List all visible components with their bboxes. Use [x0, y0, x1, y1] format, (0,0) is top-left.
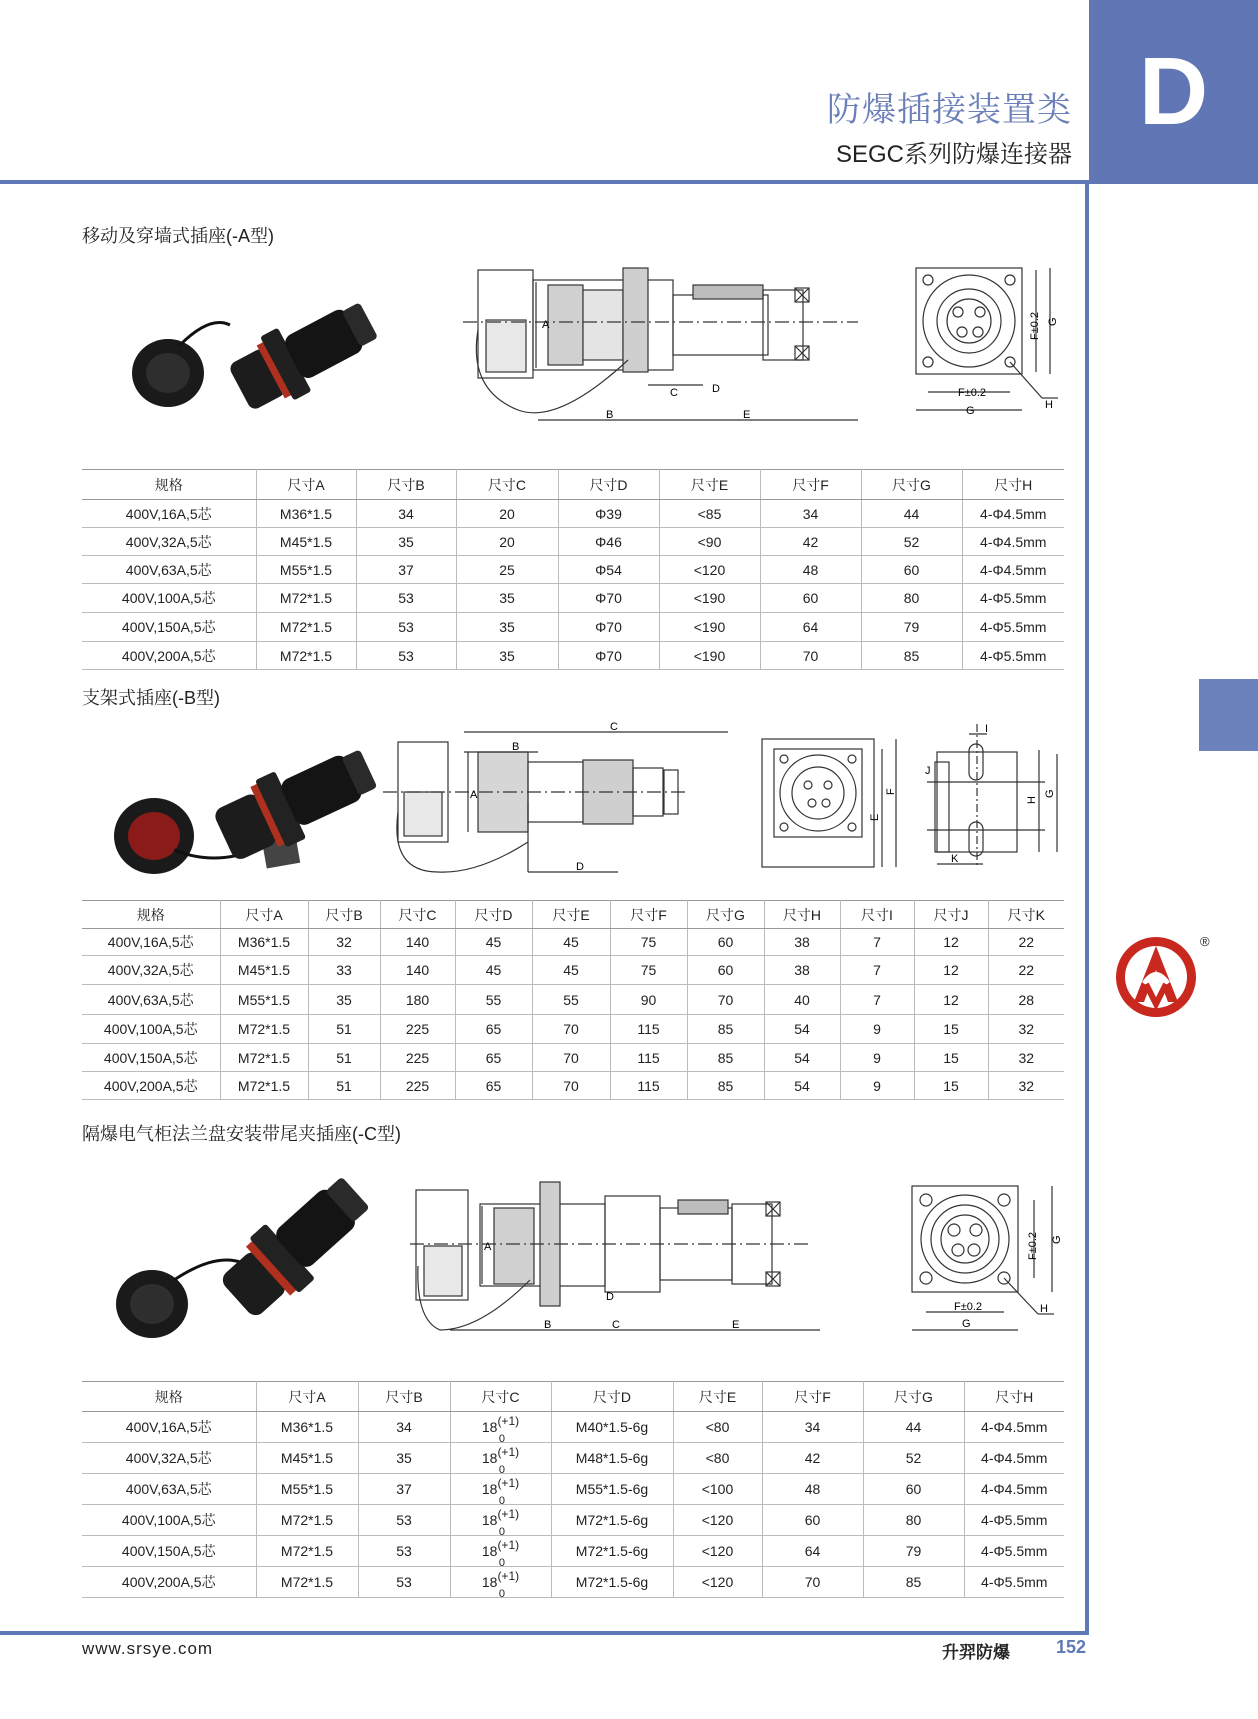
table-cell [450, 1443, 551, 1474]
frame-right-rule [1085, 180, 1089, 1635]
table-cell: 4-Φ5.5mm [962, 642, 1064, 670]
table-cell: 400V,200A,5芯 [82, 1072, 220, 1100]
connector-a-photo [120, 285, 390, 425]
table-cell: 65 [455, 1044, 532, 1072]
tolerance-value: 18(+1) 0 [481, 1538, 520, 1569]
table-cell: 54 [764, 1044, 840, 1072]
column-header: 尺寸C [380, 901, 455, 929]
table-cell: 79 [863, 1536, 964, 1567]
connector-c-front-drawing [906, 1180, 1066, 1340]
table-cell: M72*1.5-6g [551, 1567, 673, 1598]
table-cell: M40*1.5-6g [551, 1412, 673, 1443]
dim-c-d: D [606, 1291, 614, 1303]
table-cell: 400V,16A,5芯 [82, 1412, 256, 1443]
table-cell: 44 [863, 1412, 964, 1443]
column-header: 规格 [82, 901, 220, 929]
dim-a-c: C [670, 387, 678, 399]
table-cell: <90 [659, 528, 760, 556]
table-cell: 51 [308, 1072, 380, 1100]
page-number: 152 [1056, 1637, 1087, 1657]
table-cell: 40 [764, 985, 840, 1015]
column-header: 规格 [82, 1382, 256, 1412]
table-cell: 85 [687, 1044, 764, 1072]
dim-c-b: B [544, 1319, 552, 1331]
table-cell: 400V,32A,5芯 [82, 1443, 256, 1474]
column-header: 尺寸G [687, 901, 764, 929]
table-cell: M72*1.5 [220, 1044, 308, 1072]
table-cell: 32 [988, 1044, 1064, 1072]
table-row [82, 1015, 1064, 1044]
table-cell: 400V,32A,5芯 [82, 528, 256, 556]
table-cell: M45*1.5 [256, 1443, 358, 1474]
table-cell: <120 [673, 1567, 762, 1598]
dim-b-i: I [985, 723, 989, 735]
table-cell: 15 [914, 1044, 988, 1072]
table-cell: 400V,100A,5芯 [82, 1015, 220, 1044]
column-header: 尺寸F [610, 901, 687, 929]
section-a-title: 移动及穿墙式插座(-A型) [82, 226, 274, 246]
table-cell: <120 [673, 1505, 762, 1536]
table-cell: 180 [380, 985, 455, 1015]
table-cell: 9 [840, 1044, 914, 1072]
table-cell: 90 [610, 985, 687, 1015]
column-header: 尺寸A [256, 470, 356, 500]
table-cell: 4-Φ5.5mm [964, 1505, 1064, 1536]
dim-a-f-side: F±0.2 [1029, 311, 1041, 340]
table-cell: <190 [659, 584, 760, 613]
table-cell: 15 [914, 1015, 988, 1044]
dim-a-a: A [542, 319, 550, 331]
table-cell: 70 [687, 985, 764, 1015]
table-cell: 33 [308, 956, 380, 985]
table-cell: Φ70 [558, 584, 659, 613]
table-cell: 53 [356, 584, 456, 613]
table-cell: 400V,100A,5芯 [82, 1505, 256, 1536]
table-cell: 55 [532, 985, 610, 1015]
table-cell: M45*1.5 [256, 528, 356, 556]
table-row [82, 1072, 1064, 1100]
table-cell: 25 [456, 556, 558, 584]
table-cell: 9 [840, 1072, 914, 1100]
table-cell: M55*1.5 [256, 1474, 358, 1505]
dim-b-a: A [470, 789, 478, 801]
table-row [82, 500, 1064, 528]
dim-a-g-bottom: G [966, 405, 975, 417]
connector-b-side-drawing [378, 712, 738, 882]
table-cell: 400V,150A,5芯 [82, 613, 256, 642]
table-cell: 35 [356, 528, 456, 556]
connector-b-bracket-drawing [925, 722, 1065, 872]
table-cell: 400V,200A,5芯 [82, 642, 256, 670]
table-cell [450, 1412, 551, 1443]
table-cell: M72*1.5 [220, 1015, 308, 1044]
table-cell: 7 [840, 956, 914, 985]
table-cell: Φ39 [558, 500, 659, 528]
column-header: 尺寸I [840, 901, 914, 929]
table-cell: 51 [308, 1044, 380, 1072]
table-cell: 53 [358, 1536, 450, 1567]
tolerance-value: 18(+1) 0 [481, 1445, 520, 1476]
column-header: 尺寸H [964, 1382, 1064, 1412]
table-cell: 60 [863, 1474, 964, 1505]
table-cell: 85 [863, 1567, 964, 1598]
column-header: 尺寸E [532, 901, 610, 929]
column-header: 尺寸H [764, 901, 840, 929]
table-cell: M36*1.5 [220, 929, 308, 956]
dim-b-g: G [1044, 789, 1056, 798]
dim-c-f-bottom: F±0.2 [954, 1301, 983, 1313]
table-cell: 4-Φ5.5mm [964, 1536, 1064, 1567]
table-cell: 44 [861, 500, 962, 528]
column-header: 尺寸E [673, 1382, 762, 1412]
column-header: 尺寸A [220, 901, 308, 929]
dim-b-c: C [610, 721, 618, 733]
table-cell: 64 [760, 613, 861, 642]
table-cell: M72*1.5 [256, 1505, 358, 1536]
table-cell: Φ70 [558, 613, 659, 642]
table-cell: Φ70 [558, 642, 659, 670]
table-cell: <80 [673, 1443, 762, 1474]
table-row [82, 556, 1064, 584]
table-cell: 34 [356, 500, 456, 528]
column-header: 尺寸K [988, 901, 1064, 929]
table-row [82, 1536, 1064, 1567]
table-cell: 65 [455, 1072, 532, 1100]
table-cell: 48 [760, 556, 861, 584]
table-cell: 35 [456, 642, 558, 670]
table-row [82, 1567, 1064, 1598]
table-cell: 53 [356, 642, 456, 670]
table-row [82, 1474, 1064, 1505]
table-header-row [82, 470, 1064, 500]
connector-a-front-drawing [910, 262, 1060, 422]
section-tab-d: D [1089, 0, 1258, 184]
dim-c-g-side: G [1051, 1235, 1063, 1244]
table-header-row [82, 1382, 1064, 1412]
table-cell: 42 [760, 528, 861, 556]
table-cell: 45 [455, 929, 532, 956]
table-cell: 7 [840, 985, 914, 1015]
table-cell: 115 [610, 1015, 687, 1044]
frame-bottom-rule [0, 1631, 1089, 1635]
table-cell: 35 [456, 584, 558, 613]
table-cell: M72*1.5 [256, 1536, 358, 1567]
table-cell: 52 [861, 528, 962, 556]
table-cell: 48 [762, 1474, 863, 1505]
section-a-table [82, 469, 1064, 670]
registered-mark: ® [1200, 934, 1210, 949]
column-header: 尺寸D [558, 470, 659, 500]
table-cell: 70 [760, 642, 861, 670]
tolerance-value: 18(+1) 0 [481, 1414, 520, 1445]
table-cell: 38 [764, 956, 840, 985]
table-cell: 37 [356, 556, 456, 584]
table-cell: 4-Φ5.5mm [964, 1567, 1064, 1598]
table-row [82, 1044, 1064, 1072]
table-cell: 60 [687, 929, 764, 956]
table-cell: 54 [764, 1072, 840, 1100]
table-cell: <85 [659, 500, 760, 528]
footer-brand: 升羿防爆 [942, 1643, 1010, 1662]
column-header: 尺寸E [659, 470, 760, 500]
table-cell: <120 [673, 1536, 762, 1567]
column-header: 尺寸F [762, 1382, 863, 1412]
table-row [82, 528, 1064, 556]
table-cell: 35 [456, 613, 558, 642]
table-row [82, 985, 1064, 1015]
table-cell: <190 [659, 613, 760, 642]
connector-c-side-drawing [410, 1180, 850, 1340]
table-cell: 80 [863, 1505, 964, 1536]
table-cell: 400V,200A,5芯 [82, 1567, 256, 1598]
footer-website: www.srsye.com [82, 1639, 214, 1658]
table-cell: <190 [659, 642, 760, 670]
table-cell: 60 [687, 956, 764, 985]
table-cell [450, 1536, 551, 1567]
connector-b-front-drawing [760, 735, 910, 875]
table-cell: 53 [356, 613, 456, 642]
table-cell: 85 [687, 1072, 764, 1100]
table-cell: 4-Φ4.5mm [964, 1443, 1064, 1474]
dim-b-h: H [1026, 796, 1038, 804]
column-header: 尺寸F [760, 470, 861, 500]
table-cell: 70 [762, 1567, 863, 1598]
table-cell: 60 [760, 584, 861, 613]
dim-c-h: H [1040, 1303, 1048, 1315]
dim-a-g-side: G [1047, 317, 1059, 326]
table-cell: 400V,16A,5芯 [82, 929, 220, 956]
table-cell: 75 [610, 956, 687, 985]
table-cell: M72*1.5 [256, 584, 356, 613]
table-row [82, 642, 1064, 670]
table-cell: 60 [762, 1505, 863, 1536]
table-cell: 20 [456, 528, 558, 556]
table-cell: 400V,63A,5芯 [82, 556, 256, 584]
table-cell: 400V,63A,5芯 [82, 1474, 256, 1505]
table-cell: M72*1.5 [256, 613, 356, 642]
table-cell: 225 [380, 1044, 455, 1072]
table-cell: M55*1.5 [256, 556, 356, 584]
dim-a-d: D [712, 383, 720, 395]
table-cell: 115 [610, 1072, 687, 1100]
dim-c-g-bottom: G [962, 1318, 971, 1330]
table-cell: 32 [988, 1015, 1064, 1044]
table-cell: 4-Φ4.5mm [962, 500, 1064, 528]
table-cell: 400V,63A,5芯 [82, 985, 220, 1015]
table-cell: Φ54 [558, 556, 659, 584]
section-c-title: 隔爆电气柜法兰盘安装带尾夹插座(-C型) [82, 1124, 401, 1144]
dim-c-a: A [484, 1241, 492, 1253]
table-cell: 45 [455, 956, 532, 985]
table-cell: 70 [532, 1072, 610, 1100]
table-cell: 9 [840, 1015, 914, 1044]
connector-c-photo [104, 1170, 389, 1350]
table-cell: 225 [380, 1072, 455, 1100]
column-header: 尺寸C [456, 470, 558, 500]
table-cell: 70 [532, 1015, 610, 1044]
table-cell: 12 [914, 985, 988, 1015]
table-cell: 4-Φ4.5mm [964, 1474, 1064, 1505]
table-cell: 28 [988, 985, 1064, 1015]
table-cell: 38 [764, 929, 840, 956]
table-cell: 45 [532, 956, 610, 985]
table-cell: 400V,100A,5芯 [82, 584, 256, 613]
table-row [82, 929, 1064, 956]
table-cell: 4-Φ4.5mm [962, 556, 1064, 584]
dim-b-e: E [869, 813, 881, 821]
section-c-table [82, 1381, 1064, 1598]
table-cell: 85 [687, 1015, 764, 1044]
table-cell [450, 1505, 551, 1536]
table-cell: 37 [358, 1474, 450, 1505]
dim-c-f-side: F±0.2 [1027, 1231, 1039, 1260]
table-cell: <120 [659, 556, 760, 584]
table-cell: M45*1.5 [220, 956, 308, 985]
table-cell: 400V,150A,5芯 [82, 1044, 220, 1072]
table-cell: 80 [861, 584, 962, 613]
table-cell: <100 [673, 1474, 762, 1505]
table-cell: M55*1.5 [220, 985, 308, 1015]
column-header: 尺寸C [450, 1382, 551, 1412]
section-b-title: 支架式插座(-B型) [82, 688, 220, 708]
table-row [82, 956, 1064, 985]
column-header: 尺寸D [455, 901, 532, 929]
table-cell: M72*1.5-6g [551, 1536, 673, 1567]
dim-b-d: D [576, 861, 584, 873]
table-cell: <80 [673, 1412, 762, 1443]
table-cell: 79 [861, 613, 962, 642]
table-cell: 4-Φ4.5mm [962, 528, 1064, 556]
table-cell: 15 [914, 1072, 988, 1100]
column-header: 尺寸B [308, 901, 380, 929]
column-header: 尺寸G [861, 470, 962, 500]
table-cell: 75 [610, 929, 687, 956]
table-cell: 7 [840, 929, 914, 956]
column-header: 尺寸A [256, 1382, 358, 1412]
table-row [82, 1443, 1064, 1474]
tolerance-value: 18(+1) 0 [481, 1476, 520, 1507]
connector-a-side-drawing [458, 260, 883, 430]
column-header: 规格 [82, 470, 256, 500]
table-cell: 35 [358, 1443, 450, 1474]
column-header: 尺寸B [358, 1382, 450, 1412]
side-marker [1199, 679, 1258, 751]
table-cell: M55*1.5-6g [551, 1474, 673, 1505]
tolerance-value: 18(+1) 0 [481, 1507, 520, 1538]
table-cell: 4-Φ4.5mm [964, 1412, 1064, 1443]
table-cell: 34 [762, 1412, 863, 1443]
table-cell: 34 [358, 1412, 450, 1443]
table-row [82, 1505, 1064, 1536]
table-cell: M72*1.5 [256, 642, 356, 670]
table-cell: 55 [455, 985, 532, 1015]
column-header: 尺寸B [356, 470, 456, 500]
dim-b-f: F [885, 788, 897, 795]
table-cell: 12 [914, 929, 988, 956]
table-cell: 225 [380, 1015, 455, 1044]
category-title: 防爆插接装置类 [827, 91, 1072, 129]
table-cell [450, 1567, 551, 1598]
tolerance-value: 18(+1) 0 [481, 1569, 520, 1600]
table-cell: 32 [988, 1072, 1064, 1100]
table-cell: 400V,150A,5芯 [82, 1536, 256, 1567]
table-cell: 12 [914, 956, 988, 985]
table-cell: M72*1.5 [256, 1567, 358, 1598]
column-header: 尺寸H [962, 470, 1064, 500]
table-row [82, 613, 1064, 642]
table-cell [450, 1474, 551, 1505]
table-cell: 52 [863, 1443, 964, 1474]
table-cell: 140 [380, 929, 455, 956]
table-cell: 51 [308, 1015, 380, 1044]
series-title: SEGC系列防爆连接器 [835, 141, 1072, 168]
dim-b-b: B [512, 741, 520, 753]
table-row [82, 584, 1064, 613]
dim-a-e: E [743, 409, 751, 421]
table-cell: 32 [308, 929, 380, 956]
table-cell: 400V,16A,5芯 [82, 500, 256, 528]
table-cell: 85 [861, 642, 962, 670]
column-header: 尺寸D [551, 1382, 673, 1412]
table-cell: 42 [762, 1443, 863, 1474]
table-cell: Φ46 [558, 528, 659, 556]
dim-a-b: B [606, 409, 614, 421]
table-cell: 22 [988, 929, 1064, 956]
dim-c-e: E [732, 1319, 740, 1331]
table-cell: 4-Φ5.5mm [962, 584, 1064, 613]
dim-c-c: C [612, 1319, 620, 1331]
table-cell: 4-Φ5.5mm [962, 613, 1064, 642]
table-cell: M72*1.5-6g [551, 1505, 673, 1536]
table-header-row [82, 901, 1064, 929]
table-cell: 140 [380, 956, 455, 985]
table-cell: 115 [610, 1044, 687, 1072]
table-cell: 65 [455, 1015, 532, 1044]
dim-b-k: K [951, 853, 959, 865]
table-cell: 53 [358, 1505, 450, 1536]
column-header: 尺寸G [863, 1382, 964, 1412]
table-cell: 22 [988, 956, 1064, 985]
table-cell: M48*1.5-6g [551, 1443, 673, 1474]
dim-a-f-bottom: F±0.2 [958, 387, 987, 399]
table-cell: 64 [762, 1536, 863, 1567]
table-cell: 35 [308, 985, 380, 1015]
table-cell: M36*1.5 [256, 500, 356, 528]
dim-b-j: J [925, 765, 931, 777]
frame-top-rule [0, 180, 1089, 184]
connector-b-photo [104, 740, 384, 890]
table-cell: 45 [532, 929, 610, 956]
table-cell: 54 [764, 1015, 840, 1044]
column-header: 尺寸J [914, 901, 988, 929]
table-cell: 60 [861, 556, 962, 584]
table-cell: 20 [456, 500, 558, 528]
table-cell: 53 [358, 1567, 450, 1598]
table-cell: M36*1.5 [256, 1412, 358, 1443]
section-b-table [82, 900, 1064, 1100]
table-cell: M72*1.5 [220, 1072, 308, 1100]
table-cell: 34 [760, 500, 861, 528]
table-cell: 400V,32A,5芯 [82, 956, 220, 985]
table-cell: 70 [532, 1044, 610, 1072]
dim-a-h: H [1045, 399, 1053, 411]
table-row [82, 1412, 1064, 1443]
brand-logo [1112, 932, 1212, 1022]
